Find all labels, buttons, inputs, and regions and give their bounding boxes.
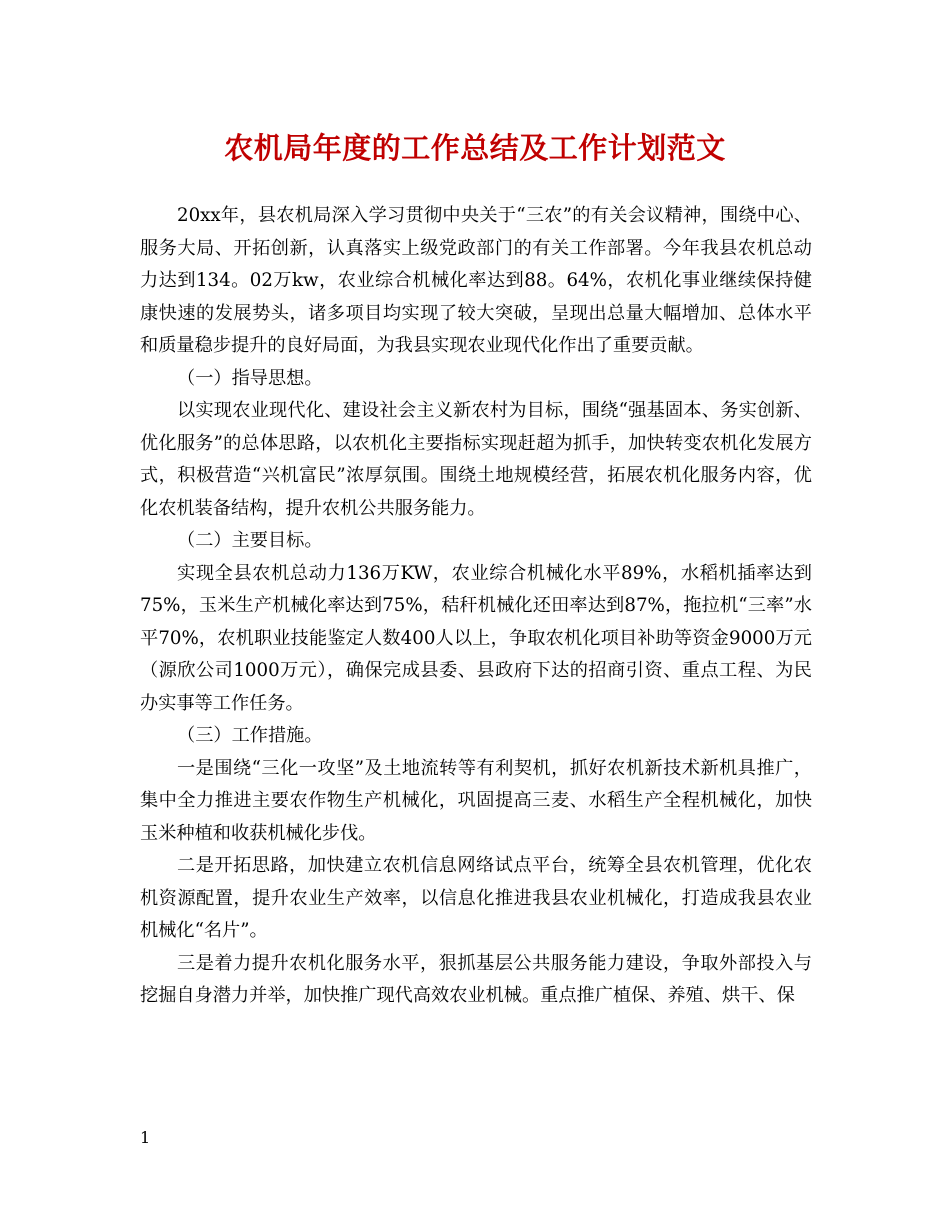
page-number: 1 [140,1128,151,1147]
section-heading-main-goals: （二）主要目标。 [177,530,323,551]
paragraph-main-goals: 实现全县农机总动力136万KW，农业综合机械化水平89%，水稻机插率达到75%，玉米生产机械化率达到75%，秸秆机械化还田率达到87%，拖拉机“三率”水平70%，农机职业技能鉴定人数400人以上，争取农机化项目补助等资金9000万元（源欣公司1000万元），确保完成县委、县政府下达的招商引资、重点工程、为民办实事等工作任务。 [140,562,812,714]
document-body [140,200,812,1013]
paragraph-intro: 20xx年，县农机局深入学习贯彻中央关于“三农”的有关会议精神，围绕中心、服务大局、开拓创新，认真落实上级党政部门的有关工作部署。今年我县农机总动力达到134。02万kw，农业综合机械化率达到88。64%，农机化事业继续保持健康快速的发展势头，诸多项目均实现了较大突破，呈现出总量大幅增加、总体水平和质量稳步提升的良好局面，为我县实现农业现代化作出了重要贡献。 [140,205,812,356]
paragraph-measure-three: 三是着力提升农机化服务水平，狠抓基层公共服务能力建设，争取外部投入与挖掘自身潜力并举，加快推广现代高效农业机械。重点推广植保、养殖、烘干、保 [140,952,812,1006]
document-title: 农机局年度的工作总结及工作计划范文 [224,131,726,165]
paragraph-guiding-ideology: 以实现农业现代化、建设社会主义新农村为目标，围绕“强基固本、务实创新、优化服务”的总体思路，以农机化主要指标实现赶超为抓手，加快转变农机化发展方式，积极营造“兴机富民”浓厚氛围。围绕土地规模经营，拓展农机化服务内容，优化农机装备结构，提升农机公共服务能力。 [140,400,812,519]
paragraph-measure-one: 一是围绕“三化一攻坚”及土地流转等有利契机，抓好农机新技术新机具推广，集中全力推进主要农作物生产机械化，巩固提高三麦、水稻生产全程机械化，加快玉米种植和收获机械化步伐。 [140,757,812,844]
section-heading-work-measures: （三）工作措施。 [177,725,323,746]
section-heading-guiding-ideology: （一）指导思想。 [177,367,323,389]
paragraph-measure-two: 二是开拓思路，加快建立农机信息网络试点平台，统筹全县农机管理，优化农机资源配置，提升农业生产效率，以信息化推进我县农业机械化，打造成我县农业机械化“名片”。 [140,855,812,941]
